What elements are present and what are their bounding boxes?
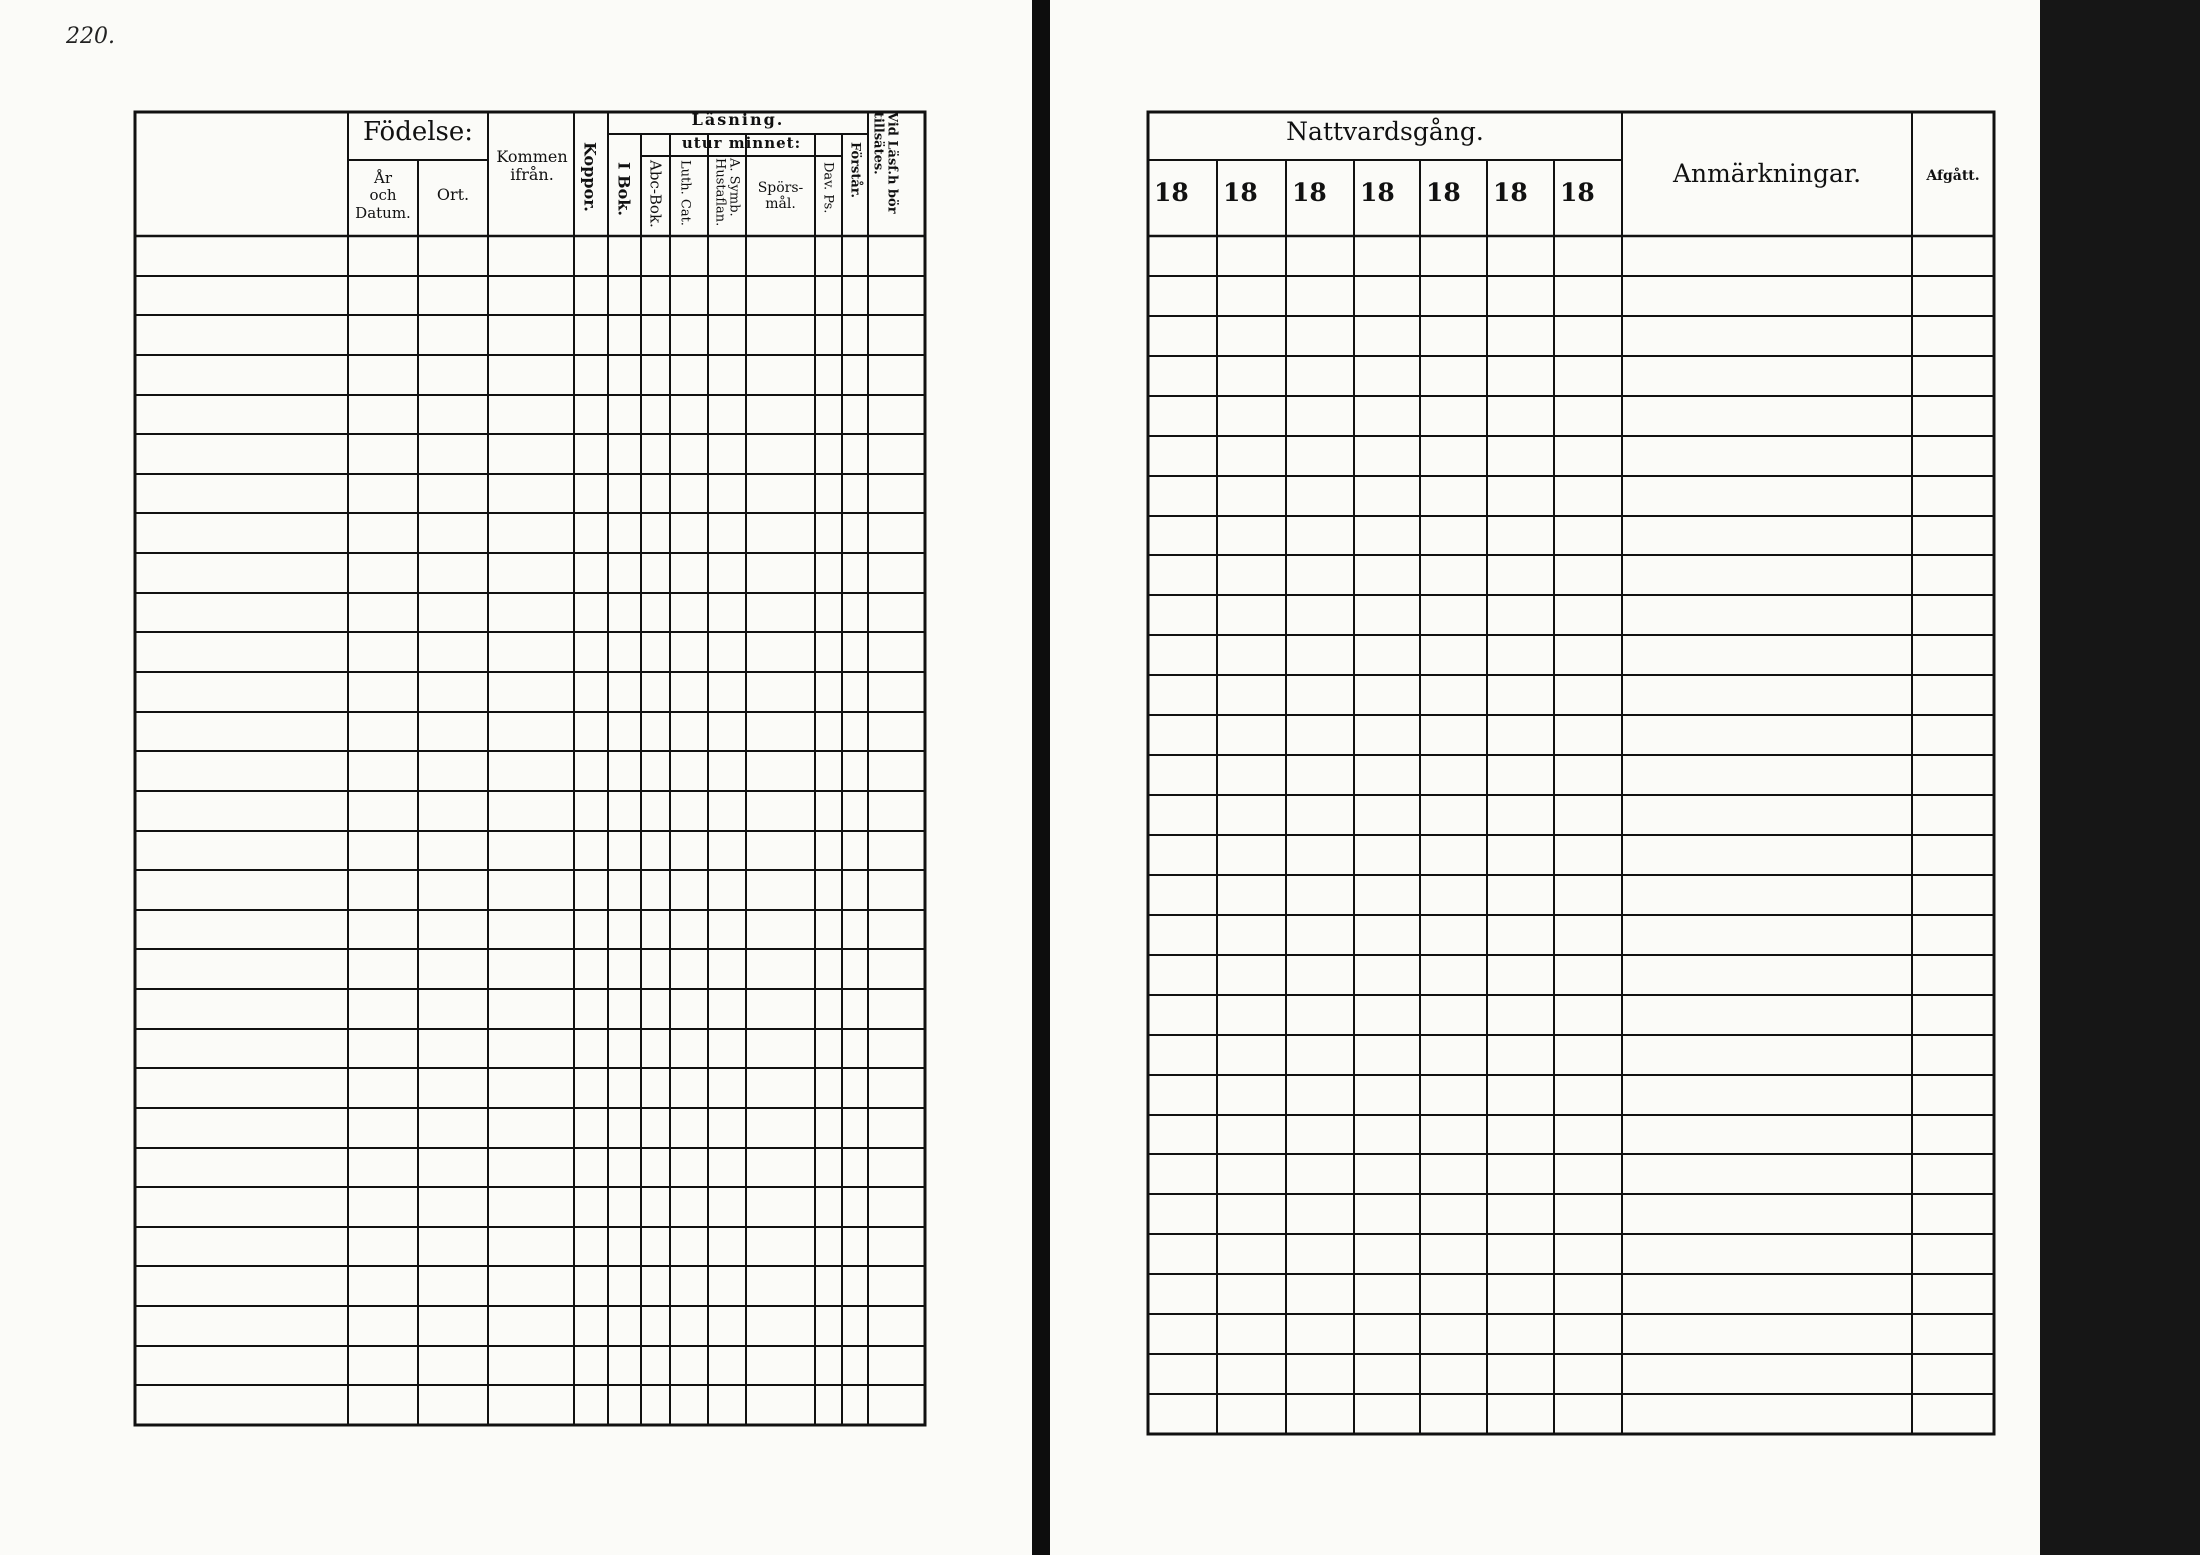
header-symb-2: Hustaflan. <box>712 158 728 227</box>
book-edge <box>2040 0 2200 1555</box>
year-col-7: 18 <box>1560 178 1595 207</box>
right-table-grid <box>1050 0 2040 1555</box>
header-nattvardsgang: Nattvardsgång. <box>1286 117 1484 146</box>
year-col-6: 18 <box>1493 178 1528 207</box>
header-afgatt: Afgått. <box>1926 168 1980 184</box>
header-symb-1: A. Symb. <box>726 158 742 217</box>
header-forstar: Förstår. <box>847 142 863 198</box>
header-ar: År <box>373 169 392 187</box>
year-col-4: 18 <box>1360 178 1395 207</box>
header-lasning: Läsning. <box>691 110 785 129</box>
header-datum: Datum. <box>355 203 411 222</box>
left-page <box>0 0 1032 1555</box>
header-kommen-2: ifrån. <box>510 165 554 185</box>
header-vid-lasforhor <box>870 112 899 214</box>
header-koppor: Koppor. <box>580 142 600 212</box>
header-sporsmal-1: Spörs- <box>757 180 804 196</box>
right-page <box>1050 0 2040 1555</box>
header-ar-och-datum <box>350 170 416 222</box>
header-vid-1: Vid Läsf.h bör <box>884 112 900 214</box>
header-i-bok: I Bok. <box>614 162 634 216</box>
year-col-2: 18 <box>1223 178 1258 207</box>
header-abc-bok: Abc-Bok. <box>646 160 665 228</box>
year-col-5: 18 <box>1426 178 1461 207</box>
header-kommen-1: Kommen <box>496 147 568 166</box>
year-col-1: 18 <box>1154 178 1189 207</box>
header-vid-2: tillsätes. <box>870 112 886 175</box>
header-dav-ps: Dav. Ps. <box>820 162 836 214</box>
page-number: 220. <box>66 24 115 49</box>
header-kommen <box>490 148 574 185</box>
header-utur-minnet: utur minnet: <box>681 134 802 152</box>
book-gutter <box>1032 0 1050 1555</box>
header-symb-hustaflan <box>712 158 741 226</box>
header-anmarkningar: Anmärkningar. <box>1672 159 1862 188</box>
header-fodelse: Födelse: <box>362 117 474 147</box>
left-table-grid <box>0 0 1032 1555</box>
header-och: och <box>369 186 397 205</box>
header-sporsmal-2: mål. <box>765 196 796 213</box>
year-col-3: 18 <box>1292 178 1327 207</box>
header-sporsmal <box>746 180 815 212</box>
header-luth-cat: Luth. Cat. <box>677 160 693 226</box>
header-ort: Ort. <box>436 185 470 204</box>
